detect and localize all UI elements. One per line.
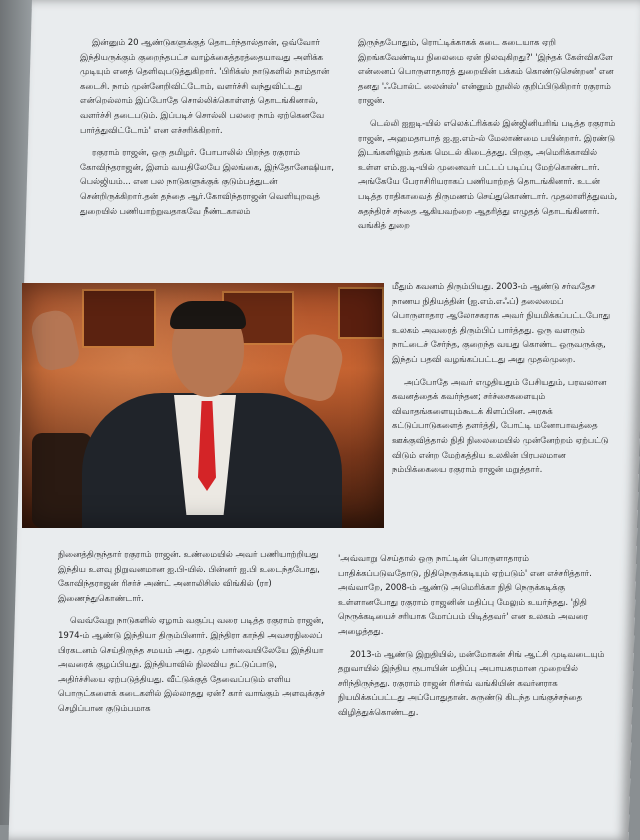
paragraph: மீதும் கவனம் திரும்பியது. 2003-ம் ஆண்டு சர்வதேச நாணய நிதியத்தின் (ஐ.எம்.எஃப்) தலைமைப் பொருளாதார ஆலோசகராக அவர் நியமிக்கப்பட்டபோது உலகம் அவரைத் திரும்பிப் பார்த்தது. ஒரு வளரும் நாட்டைச் சேர்ந்த, குறைந்த வயது கொண்ட ஒருவருக்கு, இந்தப் பதவி வழங்கப்பட்டது அது முதல்முறை. [392, 282, 611, 365]
paragraph: அப்போதே அவர் எழுதியதும் பேசியதும், பரவலான கவனத்தைக் கவர்ந்தன; சர்ச்சைகளையும் விவாதங்களையும்கூடக் கிளப்பின. அரசுக் கட்டுப்பாடுகளைத் தளர்த்தி, போட்டி மனோபாவத்தை ஊக்குவித்தால் நிதி நிலைமையில் முன்னேற்றம் ஏற்பட்டு விடும் என்ற மேற்கத்திய உலகின் பிரபலமான நம்பிக்கையை ரகுராம் ராஜன் மறுத்தார். [392, 377, 609, 476]
article-column-right-top [358, 36, 618, 242]
article-column-left-top [80, 36, 338, 227]
paragraph: இன்னும் 20 ஆண்டுகளுக்குத் தொடர்ந்தால்தான், ஒவ்வோர் இந்தியருக்கும் குறைந்தபட்ச வாழ்க்கைத்தரத்தையாவது அளிக்க முடியும் எனத் தெளிவுபடுத்துகிறார். 'பிரிக்ஸ் நாடுகளில் நாம்தான் கடைசி. நாம் முன்னேறிவிட்டோம், வளர்ச்சி வந்துவிட்டது என்றெல்லாம் இப்போதே சொல்லிக்கொள்ளத் தொடங்கினால், வளர்ச்சி தடைபடும். இப்படிச் சொல்லி பலரை நாம் ஏற்கெனவே பார்த்துவிட்டோம்' என எச்சரிக்கிறார். [80, 38, 330, 136]
paragraph: நினைத்திருந்தார் ரகுராம் ராஜன். உண்மையில் அவர் பணியாற்றியது இந்திய உளவு நிறுவனமான ஐ.பி-யில். பின்னர் ஐ.பி உடைந்தபோது, கோவிந்தராஜன் ரிசர்ச் அண்ட் அனாலிசிஸ் விங்கில் (ரா) இணைந்துகொண்டார். [58, 550, 320, 604]
paragraph: ரகுராம் ராஜன், ஒரு தமிழர். போபாலில் பிறந்த ரகுராம் கோவிந்தராஜன், இளம் வயதிலேயே இலங்கை, இந்தோனேஷியா, பெல்ஜியம்... என பல நாடுகளுக்குக் குடும்பத்துடன் சென்றிருக்கிறார்.தன் தந்தை ஆர்.கோவிந்தராஜன் வெளியுறவுத் துறையில் பணியாற்றுவதாகவே நீண்டகாலம் [80, 148, 334, 217]
paragraph: 'அவ்வாறு செய்தால் ஒரு நாட்டின் பொருளாதாரம் பாதிக்கப்படுவதோடு, நிதிநெருக்கடியும் ஏற்படும்' என எச்சரித்தார். அவ்வாறே, 2008-ம் ஆண்டு அமெரிக்கா நிதி நெருக்கடிக்கு உள்ளானபோது ரகுராம் ராஜனின் மதிப்பு மேலும் உயர்ந்தது. 'நிதி நெருக்கடியைச் சரியாக மோப்பம் பிடித்தவர்' என உலகம் அவரை அழைத்தது. [338, 554, 592, 637]
portrait-photo [22, 283, 384, 528]
photo-vignette [22, 283, 384, 528]
paragraph: டெல்லி ஐஐடி-யில் எலெக்ட்ரிக்கல் இன்ஜினியரிங் படித்த ரகுராம் ராஜன், அஹமதாபாத் ஐ.ஐ.எம்-ல் மேலாண்மை பயின்றார். இரண்டு இடங்களிலும் தங்க மெடல் கிடைத்தது. பிறகு, அமெரிக்காவில் உள்ள எம்.ஐ.டி-யில் முனைவர் பட்டப் படிப்பு மேற்கொண்டார். அங்கேயே பேராசிரியராகப் பணியாற்றத் தொடங்கினார். உடன் படித்த ராதிகாவைத் திருமணம் செய்துகொண்டார். முதலாளித்துவம், சுதந்திரச் சந்தை ஆகியவற்றை ஆதரித்து எழுதத் தொடங்கினார். வங்கித் துறை [358, 118, 618, 232]
article-column-left-bottom [58, 548, 326, 725]
article-column-right-bottom [338, 552, 614, 729]
paragraph: இருந்தபோதும், ரொட்டிக்காகக் கடை கடையாக ஏறி இறங்கவேண்டிய நிலைமை ஏன் நிலவுகிறது?' 'இந்தக் கேள்விகளே என்னைப் பொருளாதாரத் துறையின் பக்கம் கொண்டுசென்றன' என தனது 'ஃபோல்ட் லைன்ஸ்' என்னும் நூலில் குறிப்பிடுகிறார் ரகுராம் ராஜன். [358, 38, 614, 107]
article-column-right-middle [392, 280, 616, 486]
paragraph: வெவ்வேறு நாடுகளில் ஏழாம் வகுப்பு வரை படித்த ரகுராம் ராஜன், 1974-ம் ஆண்டு இந்தியா திரும்பினார். இந்திரா காந்தி அவசரநிலைப் பிரகடனம் செய்திருந்த சமயம் அது. முதல் பார்வையிலேயே இந்தியா அவரைக் குழப்பியது. இந்தியாவில் நிலவிய தட்டுப்பாடு, அதிர்ச்சியை ஏற்படுத்தியது. வீட்டுக்குத் தேவைப்படும் எளிய பொருட்களைக் கடைகளில் இல்லாதது ஏன்? கார் வாங்கும் அளவுக்குச் செழிப்பான குடும்பமாக [58, 616, 325, 714]
paragraph: 2013-ம் ஆண்டு இறுதியில், மன்மோகன் சிங் ஆட்சி முடிவடையும் தறுவாயில் இந்திய ரூபாயின் மதிப்பு அபாயகரமான முறையில் சரிந்திருந்தது. ரகுராம் ராஜன் ரிசர்வ் வங்கியின் கவர்னராக நியமிக்கப்பட்டது அப்போதுதான். சுருண்டு கிடந்த பங்குச்சந்தை விழித்துக்கொண்டது. [338, 649, 605, 718]
